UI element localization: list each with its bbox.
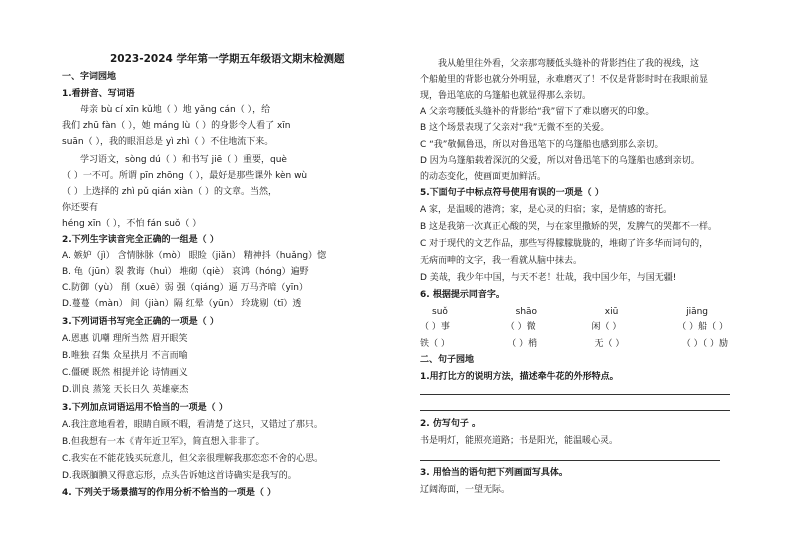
text-line: 2. 仿写句子 。 bbox=[420, 419, 481, 429]
text-line: A 家，是温暖的港湾；家，是心灵的归宿；家，是情感的寄托。 bbox=[420, 205, 673, 215]
text-line: B.但我想有一本《青年近卫军》，简直想入非非了。 bbox=[62, 437, 265, 447]
text-line: 2.下列生字读音完全正确的一组是（ ） bbox=[62, 235, 219, 245]
text-line: 我们 zhū fàn（ ），她 máng lù（ ）的身影令人看了 xīn bbox=[62, 121, 291, 131]
text-line: 的动态变化，使画面更加鲜活。 bbox=[420, 172, 547, 182]
text-line: A.恩惠 讥嘲 理所当然 眉开眼笑 bbox=[62, 334, 188, 344]
pinyin-item: jiāng bbox=[686, 307, 708, 317]
text-line: B 这是我第一次真正心酸的哭，与在家里撒娇的哭，发脾气的哭都不一样。 bbox=[420, 222, 718, 232]
homophone-blank: （ ）（ ）励 bbox=[681, 339, 728, 349]
text-line: D.训良 蒸笼 天长日久 英雄豪杰 bbox=[62, 385, 189, 395]
text-line: 无病而呻的文字，我一看就从脑中抹去。 bbox=[420, 256, 583, 266]
text-line: 我从舱里往外看，父亲那弯腰低头缝补的背影挡住了我的视线，这 bbox=[438, 59, 700, 69]
pinyin-item: xiū bbox=[604, 307, 619, 317]
text-line: C “我”敬佩鲁迅，所以对鲁迅笔下的乌篷船也感到那么亲切。 bbox=[420, 140, 664, 150]
text-line: C.我实在不能花钱买玩意儿，但父亲很理解我那恋恋不舍的心思。 bbox=[62, 454, 324, 464]
text-line: D 美哉，我少年中国，与天不老！壮哉，我中国少年，与国无疆! bbox=[420, 273, 677, 283]
text-line: 个船舱里的背影也就分外明显，永难磨灭了！不仅是背影时时在我眼前显 bbox=[420, 75, 709, 85]
text-line: héng xīn（ ），不怕 fán suǒ（ ） bbox=[62, 219, 202, 229]
text-line: D.我既腼腆又得意忘形，点头告诉她这首诗确实是我写的。 bbox=[62, 471, 297, 481]
answer-line bbox=[420, 410, 730, 411]
text-line: 书是明灯，能照亮道路；书是阳光，能温暖心灵。 bbox=[420, 436, 619, 446]
homophone-row-2 bbox=[420, 338, 744, 350]
homophone-blank: 闲（ ） bbox=[591, 322, 622, 332]
page-title: 2023-2024 学年第一学期五年级语文期末检测题 bbox=[110, 53, 345, 65]
homophone-row-1 bbox=[420, 321, 744, 333]
text-line: 二、句子园地 bbox=[420, 355, 475, 365]
text-line: B 这个场景表现了父亲对“我”无微不至的关爱。 bbox=[420, 123, 610, 133]
text-line: 学习语文，sòng dú（ ）和书写 jiē（ ）重要，què bbox=[80, 155, 287, 165]
pinyin-item: suǒ bbox=[432, 307, 448, 317]
homophone-blank: 铁（ ） bbox=[420, 339, 450, 349]
homophone-blank: （ ）微 bbox=[505, 322, 536, 332]
text-line: 3.下列加点词语运用不恰当的一项是（ ） bbox=[62, 403, 228, 413]
homophone-blank: （ ）船（ ） bbox=[677, 322, 728, 332]
text-line: A. 嫉妒（jì） 含情脉脉（mò） 眼睑（jiǎn） 精神抖（huǎng）惚 bbox=[62, 251, 327, 261]
text-line: 你还要有 bbox=[62, 203, 99, 213]
homophone-blank: 无（ ） bbox=[594, 339, 625, 349]
text-line: 6. 根据提示同音字。 bbox=[420, 290, 505, 300]
text-line: （ ）上选择的 zhì pǔ qián xiàn（ ）的文章。当然， bbox=[62, 187, 277, 197]
homophone-pinyin-row bbox=[420, 306, 744, 318]
text-line: 母亲 bù cí xīn kǔ地（ ）地 yǎng cán（ ），给 bbox=[80, 105, 271, 115]
text-line: 1.看拼音、写词语 bbox=[62, 89, 135, 99]
pinyin-item: shāo bbox=[515, 307, 538, 317]
text-line: suān（ ），我的眼泪总是 yì zhì（ ）不住地流下来。 bbox=[62, 137, 274, 147]
text-line: C.防御（yù） 削（xuē）弱 强（qiáng）逼 万马齐喑（yīn） bbox=[62, 283, 309, 293]
text-line: 3. 用恰当的语句把下列画面写具体。 bbox=[420, 468, 568, 478]
text-line: B. 龟（jūn）裂 教诲（huì） 堆砌（qiè） 哀鸿（hóng）遍野 bbox=[62, 267, 309, 277]
text-line: 1.用打比方的说明方法，描述牵牛花的外形特点。 bbox=[420, 372, 619, 382]
text-line: 3.下列词语书写完全正确的一项是（ ） bbox=[62, 317, 219, 327]
text-line: 现，鲁迅笔底的乌篷船也就显得那么亲切。 bbox=[420, 91, 592, 101]
homophone-blank: （ ）事 bbox=[420, 322, 450, 332]
text-line: D 因为乌篷船载着深沉的父爱，所以对鲁迅笔下的乌篷船也感到亲切。 bbox=[420, 156, 700, 166]
text-line: 4. 下列关于场景描写的作用分析不恰当的一项是（ ） bbox=[62, 488, 276, 498]
answer-line bbox=[420, 460, 720, 461]
text-line: C.僵硬 既然 相提并论 诗情画义 bbox=[62, 368, 188, 378]
text-line: A 父亲弯腰低头缝补的背影给“我”留下了难以磨灭的印象。 bbox=[420, 107, 655, 117]
text-line: D.蔓蔓（màn） 间（jiàn）隔 红晕（yūn） 玲珑剔（tī）透 bbox=[62, 299, 302, 309]
text-line: A.我注意地看着，眼睛自顾不暇，看清楚了这只，又错过了那只。 bbox=[62, 420, 323, 430]
answer-line bbox=[420, 394, 730, 395]
text-line: C 对于现代的文艺作品，那些写得朦朦胧胧的，堆砌了许多华而词句的， bbox=[420, 239, 709, 249]
text-line: B.唯独 召集 众星拱月 不言而喻 bbox=[62, 351, 188, 361]
text-line: 5.下面句子中标点符号使用有误的一项是（ ） bbox=[420, 188, 604, 198]
text-line: （ ）一不可。所谓 pīn zhōng（ ），最好是那些课外 kèn wù bbox=[62, 171, 308, 181]
homophone-blank: （ ）梢 bbox=[507, 339, 538, 349]
text-line: 辽阔海面，一望无际。 bbox=[420, 485, 511, 495]
text-line: 一、字词园地 bbox=[62, 72, 117, 82]
